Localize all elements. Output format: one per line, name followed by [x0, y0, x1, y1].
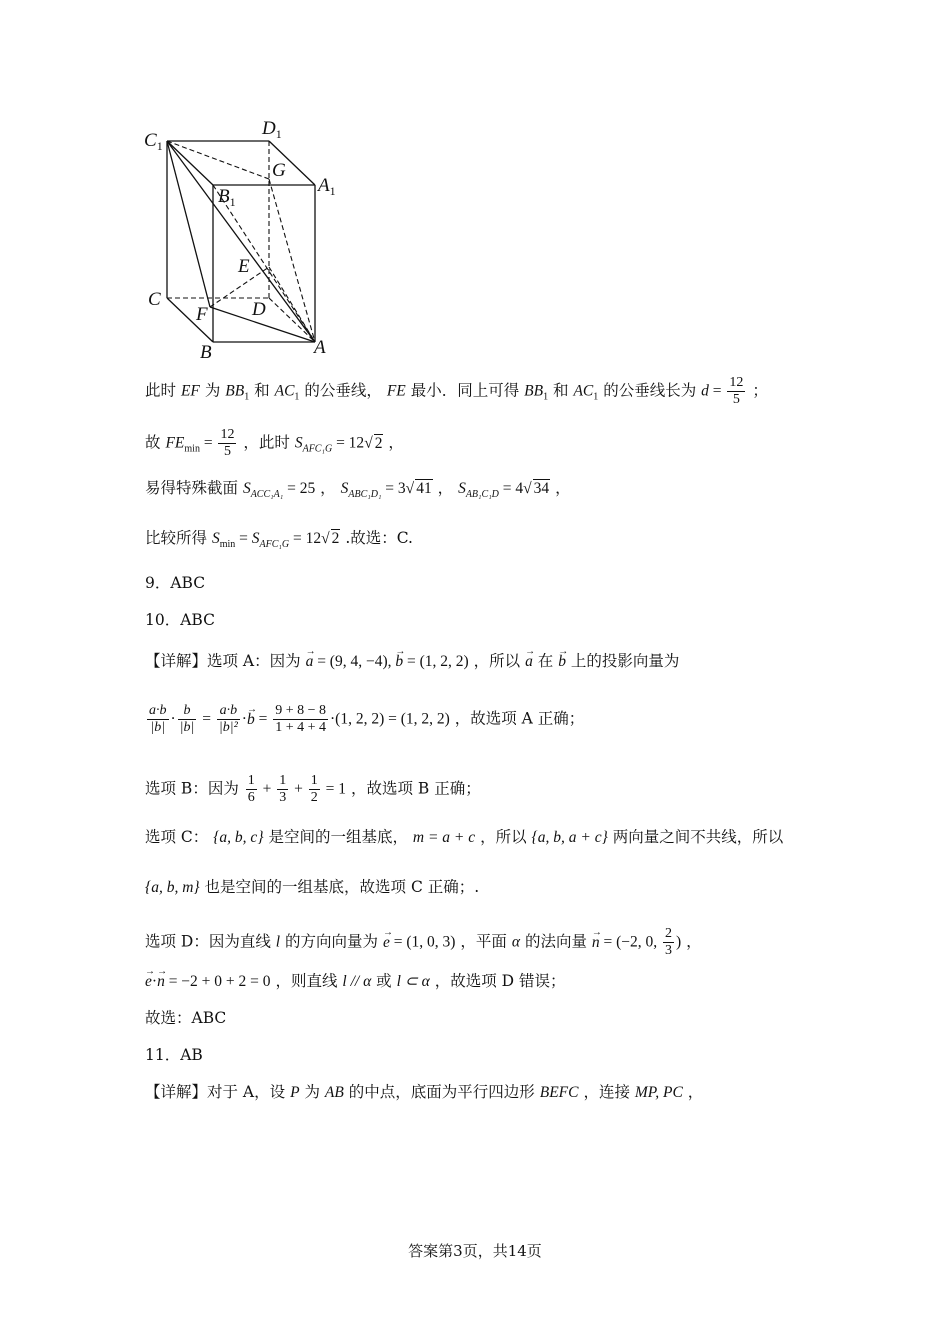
prism-figure: [140, 112, 350, 362]
fraction: $\frac{12}{5}$: [220, 427, 235, 459]
label-e: E: [238, 256, 250, 277]
label-b: B: [200, 342, 212, 362]
text-line-fe-min: 故 $FE_{min}$ = $\frac{12}{5}$ ，此时 $S_{AFC_1G} = 12√$ 2 ，: [145, 427, 404, 459]
fraction: $\frac{1}{3}$: [279, 773, 287, 805]
text-line-option-d: 选项 D：因为直线 l 的方向向量为 → e = (1, 0, 3) ，平面 α 的法向量 → n = (−2, 0, $\frac{2}{3}$ ) ，: [145, 926, 702, 959]
label-f: F: [196, 304, 208, 325]
label-a: A: [314, 337, 326, 358]
fraction: $\frac{2}{3}$: [665, 926, 673, 958]
text-line-common-perpendicular: 此时 EF 为 $BB_1$ 和 $AC_1$ 的公垂线， FE 最小．同上可得 $BB_1$ 和 $AC_1$ 的公垂线长为 d = $\frac{12}{5}$ ；: [145, 375, 768, 407]
text-line-option-c: 选项 C： {a, b, c} 是空间的一组基底， m = a + c ，所以 {a, b, a + c} 两向量之间不共线，所以: [145, 828, 784, 846]
answer-11: 11．AB: [145, 1046, 203, 1064]
text-line-option-a: 【详解】选项 A：因为 → a = (9, 4, −4), → b = (1, 2, 2) ，所以 → a 在 → b 上的投影向量为: [145, 650, 679, 673]
text-line-option-b: 选项 B：因为 $\frac{1}{6}$ + $\frac{1}{3}$ + $\frac{1}{2}$ = 1 ，故选项 B 正确；: [145, 773, 481, 805]
fraction: $\frac{9 + 8 - 8}{1 + 4 + 4}$: [275, 703, 326, 735]
page-footer: 答案第3页，共14页: [408, 1242, 542, 1260]
fraction: $\frac{1}{2}$: [310, 773, 318, 805]
label-d: D: [252, 299, 266, 320]
fraction: $\frac{12}{5}$: [729, 375, 744, 407]
answer-9: 9．ABC: [145, 574, 206, 592]
text-line-special-sections: 易得特殊截面 $S_{ACC_1A_1} = 25$ ， $S_{ABC_1D_1} = 3√$ 41 ， $S_{AB_1C_1D} = 4√$ 34 ，: [145, 479, 571, 500]
prism-diagram: [140, 112, 350, 362]
text-line-projection: $\frac{a\cdot b}{|b|}$ · $\frac{b}{|b|}$ = $\frac{a\cdot b}{\text{|b|²}}$ ·→ b = $\frac{9 + 8 - 8}{1 + 4 + 4}$ ·(1, 2, 2) = (1, 2, 2) ，故选项 A 正确；: [145, 703, 584, 736]
label-d1: $D_1$: [262, 118, 282, 141]
label-c1: $C_1$: [144, 130, 163, 153]
text-line-q11-detail: 【详解】对于 A，设 P 为 AB 的中点，底面为平行四边形 BEFC ，连接 MP, PC ，: [145, 1083, 704, 1101]
fraction: $\frac{a\cdot b}{\text{|b|²}}$: [218, 703, 238, 735]
answer-10: 10．ABC: [145, 611, 215, 629]
text-line-compare: 比较所得 $S_{min} = S_{AFC_1G} = 12√$ 2 .故选：C.: [145, 529, 413, 550]
text-line-option-c-cont: {a, b, m} 也是空间的一组基底，故选项 C 正确；.: [145, 878, 480, 896]
label-c: C: [148, 289, 161, 310]
label-b1: $B_1$: [218, 186, 236, 209]
text-line-option-d-cont: → e·→ n = −2 + 0 + 2 = 0 ，则直线 l // α 或 l ⊂ α ，故选项 D 错误；: [145, 970, 566, 993]
text-line-answer-choice: 故选：ABC: [145, 1009, 227, 1027]
fraction: $\frac{b}{|b|}$: [179, 703, 195, 735]
fraction: $\frac{1}{6}$: [247, 773, 255, 805]
label-g: G: [272, 160, 286, 181]
fraction: $\frac{a\cdot b}{|b|}$: [149, 703, 167, 735]
label-a1: $A_1$: [318, 175, 336, 198]
